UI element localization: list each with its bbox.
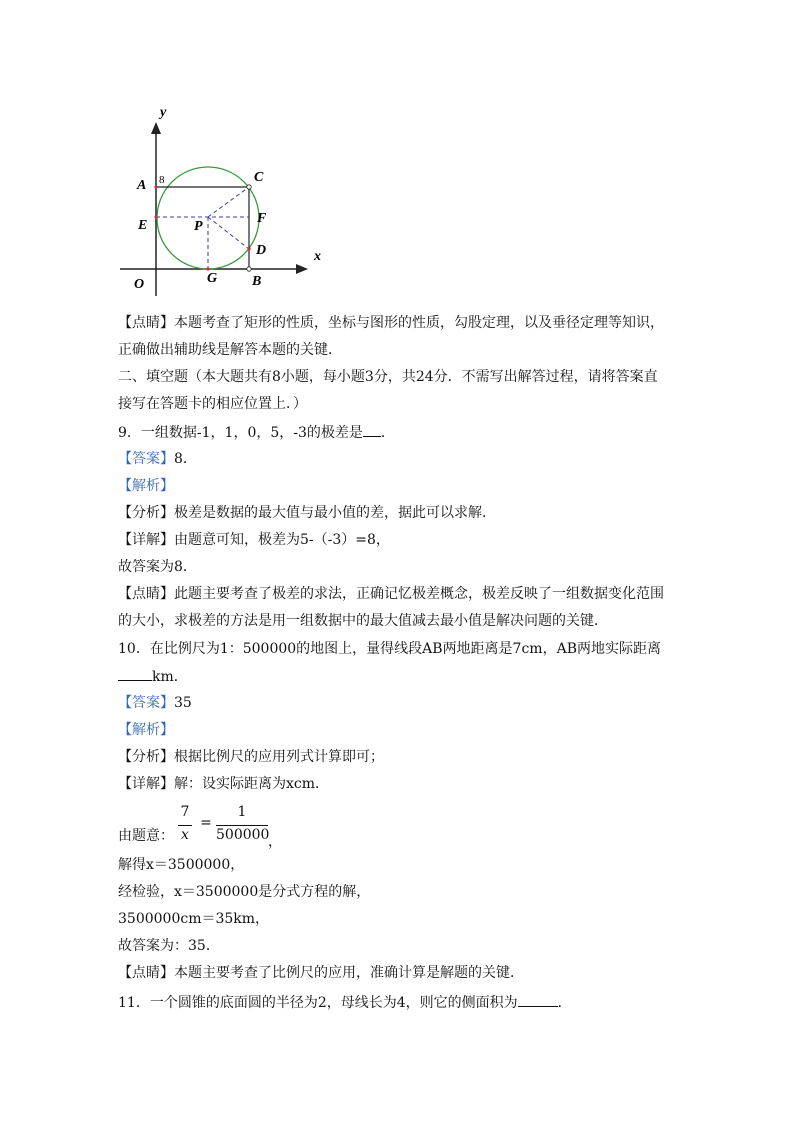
- dashed-pc: [208, 187, 249, 217]
- fenxi-9: [118, 503, 496, 523]
- point-e: [154, 215, 157, 218]
- dianjing-tag: 【点睛】: [118, 315, 174, 331]
- geometry-figure: [110, 96, 340, 296]
- answer-tag: 【答案】: [118, 695, 174, 711]
- xiangjie-tag: 【详解】: [118, 532, 174, 548]
- dianjing-1-line-a: [118, 313, 664, 333]
- point-c: [247, 185, 251, 189]
- fenxi-tag: 【分析】: [118, 505, 174, 521]
- answer-10: [118, 693, 192, 713]
- x-axis-arrow: [296, 264, 308, 274]
- answer-9: [118, 449, 197, 469]
- label-g: G: [207, 271, 218, 286]
- xiangjie-9-text: 由题意可知，极差为5-（-3）=8，: [174, 532, 390, 548]
- fraction-equals: =: [200, 815, 212, 831]
- section-2-heading-a: 二、填空题（本大题共有8小题，每小题3分，共24分．不需写出解答过程，请将答案直: [118, 369, 658, 385]
- answer-tag: 【答案】: [118, 451, 174, 467]
- dianjing-10: [118, 963, 524, 983]
- conclusion-9: 故答案为8．: [118, 559, 197, 575]
- answer-blank: [518, 992, 558, 1007]
- label-c: C: [254, 170, 264, 185]
- jiexi-10: 【解析】: [118, 722, 174, 738]
- fenxi-9-text: 极差是数据的最大值与最小值的差，据此可以求解．: [174, 505, 496, 521]
- question-9: [118, 422, 395, 443]
- xiangjie-9: [118, 530, 390, 550]
- youti-label: 由题意：: [118, 828, 174, 844]
- conclusion-10: 故答案为：35．: [118, 938, 220, 954]
- fraction-equation: [178, 804, 268, 848]
- question-11-text: 11．一个圆锥的底面圆的半径为2，母线长为4，则它的侧面积为: [118, 995, 518, 1011]
- label-p: P: [194, 219, 203, 234]
- dianjing-tag: 【点睛】: [118, 965, 174, 981]
- question-10-line-a: 10．在比例尺为1：500000的地图上，量得线段AB两地距离是7cm，AB两地实际距离: [118, 641, 661, 657]
- dianjing-tag: 【点睛】: [118, 586, 174, 602]
- label-eight: 8: [159, 174, 165, 186]
- section-2-heading-b: 接写在答题卡的相应位置上．）: [118, 396, 307, 412]
- dianjing-1-line-b: 正确做出辅助线是解答本题的关键．: [118, 342, 342, 358]
- question-10-line-b: [118, 666, 188, 687]
- fraction-right-bar: [216, 825, 268, 826]
- fraction-left-bar: [178, 825, 192, 826]
- label-b: B: [252, 274, 262, 289]
- solve-line: 解得x＝3500000，: [118, 857, 245, 873]
- answer-9-value: 8．: [174, 451, 197, 467]
- fraction-right-denominator: 500000: [216, 827, 270, 843]
- jiexi-9: 【解析】: [118, 478, 174, 494]
- y-axis-arrow: [151, 122, 161, 134]
- dashed-pd: [208, 217, 249, 249]
- fenxi-tag: 【分析】: [118, 749, 174, 765]
- dianjing-10-text: 本题主要考查了比例尺的应用，准确计算是解题的关键．: [174, 965, 524, 981]
- xiangjie-tag: 【详解】: [118, 776, 174, 792]
- answer-blank: [363, 422, 381, 437]
- dianjing-9-line-a: [118, 584, 664, 604]
- xiangjie-10: [118, 774, 329, 794]
- question-9-end: ．: [380, 425, 395, 441]
- check-line: 经检验，x＝3500000是分式方程的解，: [118, 884, 371, 900]
- label-o: O: [134, 277, 145, 292]
- dianjing-9-line-b: 的大小，求极差的方法是用一组数据中的最大值减去最小值是解决问题的关键．: [118, 613, 608, 629]
- label-x: x: [314, 249, 321, 264]
- question-9-text: 9．一组数据-1，1，0，5，-3的极差是: [118, 425, 363, 441]
- dianjing-text: 本题考查了矩形的性质，坐标与图形的性质，勾股定理，以及垂径定理等知识，: [174, 315, 664, 331]
- fenxi-10-text: 根据比例尺的应用列式计算即可；: [174, 749, 384, 765]
- question-11: [118, 992, 572, 1013]
- fraction-left-denominator: x: [181, 827, 189, 843]
- question-11-end: ．: [557, 995, 572, 1011]
- fenxi-10: [118, 747, 384, 767]
- xiangjie-10-text: 解：设实际距离为xcm．: [174, 776, 330, 792]
- point-d: [247, 247, 250, 250]
- fraction-comma: ，: [268, 834, 282, 850]
- point-b: [247, 267, 251, 271]
- convert-line: 3500000cm＝35km，: [118, 911, 270, 927]
- answer-blank: [118, 666, 152, 681]
- label-e: E: [138, 218, 148, 233]
- label-y: y: [160, 105, 167, 120]
- fraction-right-numerator: 1: [237, 804, 247, 820]
- label-d: D: [256, 243, 267, 258]
- question-10-unit: km．: [152, 669, 188, 685]
- dianjing-9-text-a: 此题主要考查了极差的求法，正确记忆极差概念，极差反映了一组数据变化范围: [174, 586, 664, 602]
- label-f: F: [257, 211, 267, 226]
- fraction-left-numerator: 7: [180, 804, 190, 820]
- answer-10-value: 35: [174, 695, 192, 711]
- point-a: [154, 185, 157, 188]
- label-a: A: [137, 178, 147, 193]
